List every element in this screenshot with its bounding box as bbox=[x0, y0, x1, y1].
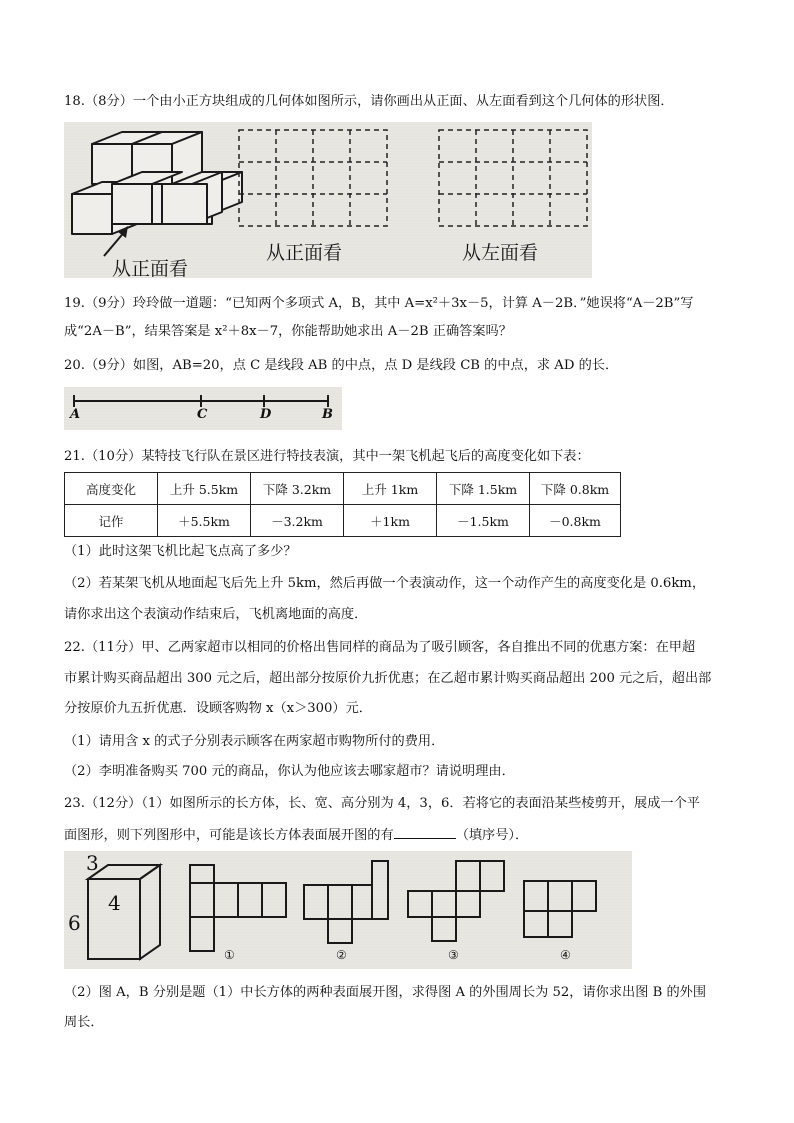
nets-drawing bbox=[64, 851, 632, 969]
net-label-3: ③ bbox=[448, 948, 459, 962]
table-cell: 上升 1km bbox=[344, 473, 437, 505]
table-cell: 高度变化 bbox=[65, 473, 158, 505]
net-label-4: ④ bbox=[560, 948, 571, 962]
height-change-table bbox=[64, 472, 621, 537]
box-label-width: 3 bbox=[86, 851, 99, 875]
net-label-1: ① bbox=[224, 948, 235, 962]
q21-text: 21.（10分）某特技飞行队在景区进行特技表演，其中一架飞机起飞后的高度变化如下表： bbox=[64, 449, 590, 464]
left-view-caption: 从左面看 bbox=[462, 242, 539, 264]
q23-line2 bbox=[64, 826, 528, 845]
table-cell: －0.8km bbox=[530, 505, 621, 537]
q20-figure bbox=[64, 387, 342, 430]
q18-text: 18.（8分）一个由小正方块组成的几何体如图所示，请你画出从正面、从左面看到这个几何体的形状图． bbox=[64, 94, 674, 109]
table-cell: ＋5.5km bbox=[158, 505, 251, 537]
q22-line1: 22.（11分）甲、乙两家超市以相同的价格出售同样的商品为了吸引顾客，各自推出不同的优惠方案：在甲超 bbox=[64, 640, 696, 655]
q22-part1: （1）请用含 x 的式子分别表示顾客在两家超市购物所付的费用． bbox=[64, 734, 445, 749]
q23-line2-suffix: （填序号）． bbox=[455, 828, 529, 843]
box-label-height: 6 bbox=[68, 911, 81, 935]
q19-line2: 成“2A－B”，结果答案是 x²＋8x－7，你能帮助她求出 A－2B 正确答案吗？ bbox=[64, 324, 512, 339]
q23-line1: 23.（12分）（1）如图所示的长方体，长、宽、高分别为 4，3，6．若将它的表面沿某些棱剪开，展成一个平 bbox=[64, 796, 700, 811]
q18-figure bbox=[64, 122, 592, 278]
q23-figure bbox=[64, 851, 632, 969]
front-view-caption: 从正面看 bbox=[266, 242, 343, 264]
q21-part2-line2: 请你求出这个表演动作结束后，飞机离地面的高度． bbox=[64, 607, 368, 622]
point-b-label: B bbox=[322, 407, 333, 422]
table-cell: 上升 5.5km bbox=[158, 473, 251, 505]
q21-part2-line1: （2）若某架飞机从地面起飞后先上升 5km，然后再做一个表演动作，这一个动作产生的高度变化是 0.6km， bbox=[64, 576, 705, 591]
arrow-caption: 从正面看 bbox=[112, 258, 189, 278]
q22-line2: 市累计购买商品超出 300 元之后，超出部分按原价九折优惠；在乙超市累计购买商品超出 200 元之后，超出部 bbox=[64, 671, 712, 686]
table-row bbox=[65, 473, 621, 505]
table-cell: 下降 1.5km bbox=[437, 473, 530, 505]
q21-part1: （1）此时这架飞机比起飞点高了多少？ bbox=[64, 544, 297, 559]
table-cell: ＋1km bbox=[344, 505, 437, 537]
q20-text: 20.（9分）如图，AB=20，点 C 是线段 AB 的中点，点 D 是线段 CB 的中点，求 AD 的长． bbox=[64, 358, 619, 373]
q23-part2-line2: 周长． bbox=[64, 1015, 104, 1030]
q22-line3: 分按原价九五折优惠．设顾客购物 x（x＞300）元． bbox=[64, 701, 372, 716]
q23-part2-line1: （2）图 A，B 分别是题（1）中长方体的两种表面展开图，求得图 A 的外围周长为 52，请你求出图 B 的外围 bbox=[64, 985, 707, 1000]
table-cell: 下降 0.8km bbox=[530, 473, 621, 505]
table-cell: 记作 bbox=[65, 505, 158, 537]
point-a-label: A bbox=[70, 407, 81, 422]
table-cell: －1.5km bbox=[437, 505, 530, 537]
table-cell: 下降 3.2km bbox=[251, 473, 344, 505]
point-c-label: C bbox=[197, 407, 208, 422]
net-label-2: ② bbox=[336, 948, 347, 962]
q23-line2-text: 面图形，则下列图形中，可能是该长方体表面展开图的有 bbox=[64, 828, 394, 843]
table-cell: －3.2km bbox=[251, 505, 344, 537]
point-d-label: D bbox=[260, 407, 272, 422]
box-label-length: 4 bbox=[108, 891, 121, 915]
table-row bbox=[65, 505, 621, 537]
q19-line1: 19.（9分）玲玲做一道题：“已知两个多项式 A，B，其中 A=x²＋3x－5，计算 A－2B．”她误将“A－2B”写 bbox=[64, 296, 694, 311]
q22-part2: （2）李明准备购买 700 元的商品，你认为他应该去哪家超市？请说明理由． bbox=[64, 764, 515, 779]
answer-blank bbox=[394, 826, 456, 839]
